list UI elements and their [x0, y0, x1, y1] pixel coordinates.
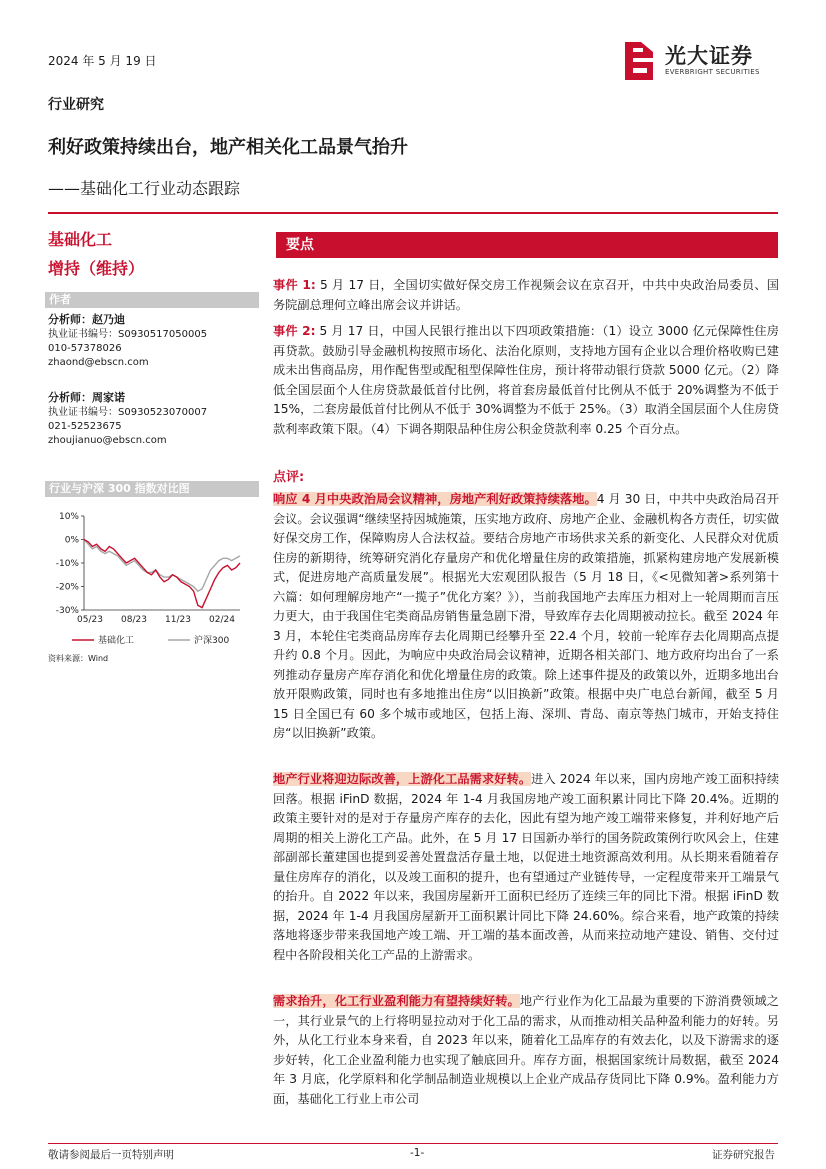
author-header: 作者 [45, 292, 259, 308]
analyst-cert: 执业证书编号：S0930523070007 [48, 407, 208, 418]
event-1 [273, 276, 779, 315]
chart-header: 行业与沪深 300 指数对比图 [45, 481, 259, 497]
comment-label: 点评: [273, 470, 305, 485]
paragraph-lead: 地产行业将迎边际改善，上游化工品需求好转。 [273, 772, 532, 786]
logo-subtitle: EVERBRIGHT SECURITIES [665, 68, 760, 76]
event-text: 5 月 17 日，全国切实做好保交房工作视频会议在京召开，中共中央政治局委员、国务院副总理何立峰出席会议并讲话。 [273, 278, 779, 312]
analyst-phone: 010-57378026 [48, 343, 122, 354]
footer-divider [48, 1143, 778, 1144]
report-title: 利好政策持续出台，地产相关化工品景气抬升 [48, 137, 408, 158]
paragraph-text: 4 月 30 日，中共中央政治局召开会议。会议强调“继续坚持因城施策，压实地方政府、房地产企业、金融机构各方责任，切实做好保交房工作，保障购房人合法权益。要结合房地产市场供求关系的新变化、人民群众对优质住房的新期待，统筹研究消化存量房产和优化增量住房的政策措施，抓紧构建房地产发展新模式，促进房地产高质量发展”。根据光大宏观团队报告（5 月 18 日，《<见微知著>系列第十六篇：如何理解房地产“一揽子”优化方案？》），当前我国地产去库压力相对上一轮周期而言压力更大，由于我国住宅类商品房销售量急剧下滑，导致库存去化周期被动拉长。截至 2024 年 3 月，本轮住宅类商品房库存去化周期已经攀升至 22.4 个月，较前一轮库存去化周期高点提升约 0.8 个月。因此，为响应中央政治局会议精神，近期各相关部门、地方政府均出台了一系列推动存量房产库存消化和优化增量住房的政策。除上述事件提及的政策以外，近期多地出台放开限购政策，同时也有多地推出住房“以旧换新”政策。根据中央广电总台新闻，截至 5 月 15 日全国已有 60 多个城市或地区，包括上海、深圳、青岛、南京等热门城市，开始支持住房“以旧换新”政策。 [273, 492, 780, 740]
analyst-label: 分析师： [48, 313, 92, 326]
paragraph-1 [273, 490, 779, 744]
report-date: 2024 年 5 月 19 日 [48, 54, 157, 68]
x-tick-label: 08/23 [121, 615, 147, 625]
index-comparison-chart [48, 508, 260, 668]
y-tick-label: -10% [55, 559, 79, 569]
analyst-block [48, 391, 207, 448]
analyst-label: 分析师： [48, 391, 92, 404]
analyst-name: 周家诺 [92, 391, 125, 404]
event-2 [273, 322, 779, 439]
y-tick-label: -20% [55, 582, 79, 593]
key-points-header: 要点 [276, 232, 778, 258]
x-tick-label: 02/24 [209, 615, 235, 625]
paragraph-lead: 需求抬升，化工行业盈利能力有望持续好转。 [273, 994, 520, 1008]
sector-name: 基础化工 [48, 230, 113, 249]
paragraph-3 [273, 992, 779, 1109]
footer-brand: 证券研究报告 [712, 1149, 775, 1161]
y-tick-label: 0% [64, 535, 79, 546]
analyst-name: 赵乃迪 [92, 313, 125, 326]
analyst-phone: 021-52523675 [48, 421, 122, 432]
event-label: 事件 2: [273, 324, 316, 338]
y-tick-label: -30% [55, 606, 79, 616]
logo-mark-icon [619, 38, 659, 82]
series-line [84, 540, 240, 592]
header-divider [48, 212, 778, 214]
y-tick-label: 10% [58, 512, 79, 522]
event-label: 事件 1: [273, 278, 316, 292]
paragraph-lead: 响应 4 月中央政治局会议精神，房地产利好政策持续落地。 [273, 492, 597, 506]
x-tick-label: 11/23 [165, 615, 191, 625]
footer-disclaimer: 敬请参阅最后一页特别声明 [48, 1149, 174, 1161]
event-text: 5 月 17 日，中国人民银行推出以下四项政策措施：（1）设立 3000 亿元保障性住房再贷款。鼓励引导金融机构按照市场化、法治化原则，支持地方国有企业以合理价格收购已建成未出售商品房，用作配售型或配租型保障性住房，预计将带动银行贷款 5000 亿元。（2）降低全国层面个人住房贷款最低首付比例，将首套房最低首付比例从不低于 20%调整为不低于 15%，二套房最低首付比例从不低于 30%调整为不低于 25%。（3）取消全国层面个人住房贷款利率政策下限。（4）下调各期限品种住房公积金贷款利率 0.25 个百分点。 [273, 324, 779, 436]
analyst-email: zhoujianuo@ebscn.com [48, 435, 167, 446]
paragraph-text: 进入 2024 年以来，国内房地产竣工面积持续回落。根据 iFinD 数据，2024 年 1-4 月我国房地产竣工面积累计同比下降 20.4%。近期的政策主要针对的是对于存量房产库存的去化，因此有望为地产竣工端带来修复，并利好地产后周期的相关上游化工产品。此外，在 5 月 17 日国新办举行的国务院政策例行吹风会上，住建部副部长董建国也提到妥善处置盘活存量土地，以促进土地资源高效利用。从长期来看随着存量住房库存的消化，以及竣工面积的提升，也有望通过产业链传导，一定程度带来开工端景气的抬升。自 2022 年以来，我国房屋新开工面积已经历了连续三年的同比下滑。根据 iFinD 数据，2024 年 1-4 月我国房屋新开工面积累计同比下降 24.60%。综合来看，地产政策的持续落地将逐步带来我国地产竣工端、开工端的基本面改善，从而来拉动地产建设、销售、交付过程中各阶段相关化工产品的上游需求。 [273, 772, 780, 962]
chart-source: 资料来源：Wind [48, 654, 109, 663]
paragraph-text: 地产行业作为化工品最为重要的下游消费领域之一，其行业景气的上行将明显拉动对于化工品的需求，从而推动相关品种盈利能力的好转。另外，从化工行业本身来看，自 2023 年以来，随着化工品库存的有效去化，以及下游需求的逐步好转，化工企业盈利能力也实现了触底回升。库存方面，根据国家统计局数据，截至 2024 年 3 月底，化学原料和化学制品制造业规模以上企业产成品存货同比下降 0.9%。盈利能力方面，基础化工行业上市公司 [273, 994, 779, 1106]
legend-label: 沪深300 [194, 636, 230, 646]
analyst-cert: 执业证书编号：S0930517050005 [48, 329, 208, 340]
company-logo [619, 38, 779, 82]
legend-label: 基础化工 [98, 636, 135, 646]
x-tick-label: 05/23 [77, 615, 103, 625]
rating: 增持（维持） [48, 259, 145, 278]
logo-name: 光大证券 [665, 44, 753, 68]
series-line [84, 540, 240, 608]
report-subtitle: ——基础化工行业动态跟踪 [48, 179, 241, 198]
analyst-block [48, 313, 207, 370]
analyst-email: zhaond@ebscn.com [48, 357, 149, 368]
document-type: 行业研究 [48, 97, 104, 113]
page-number: -1- [410, 1147, 425, 1159]
paragraph-2 [273, 770, 779, 965]
